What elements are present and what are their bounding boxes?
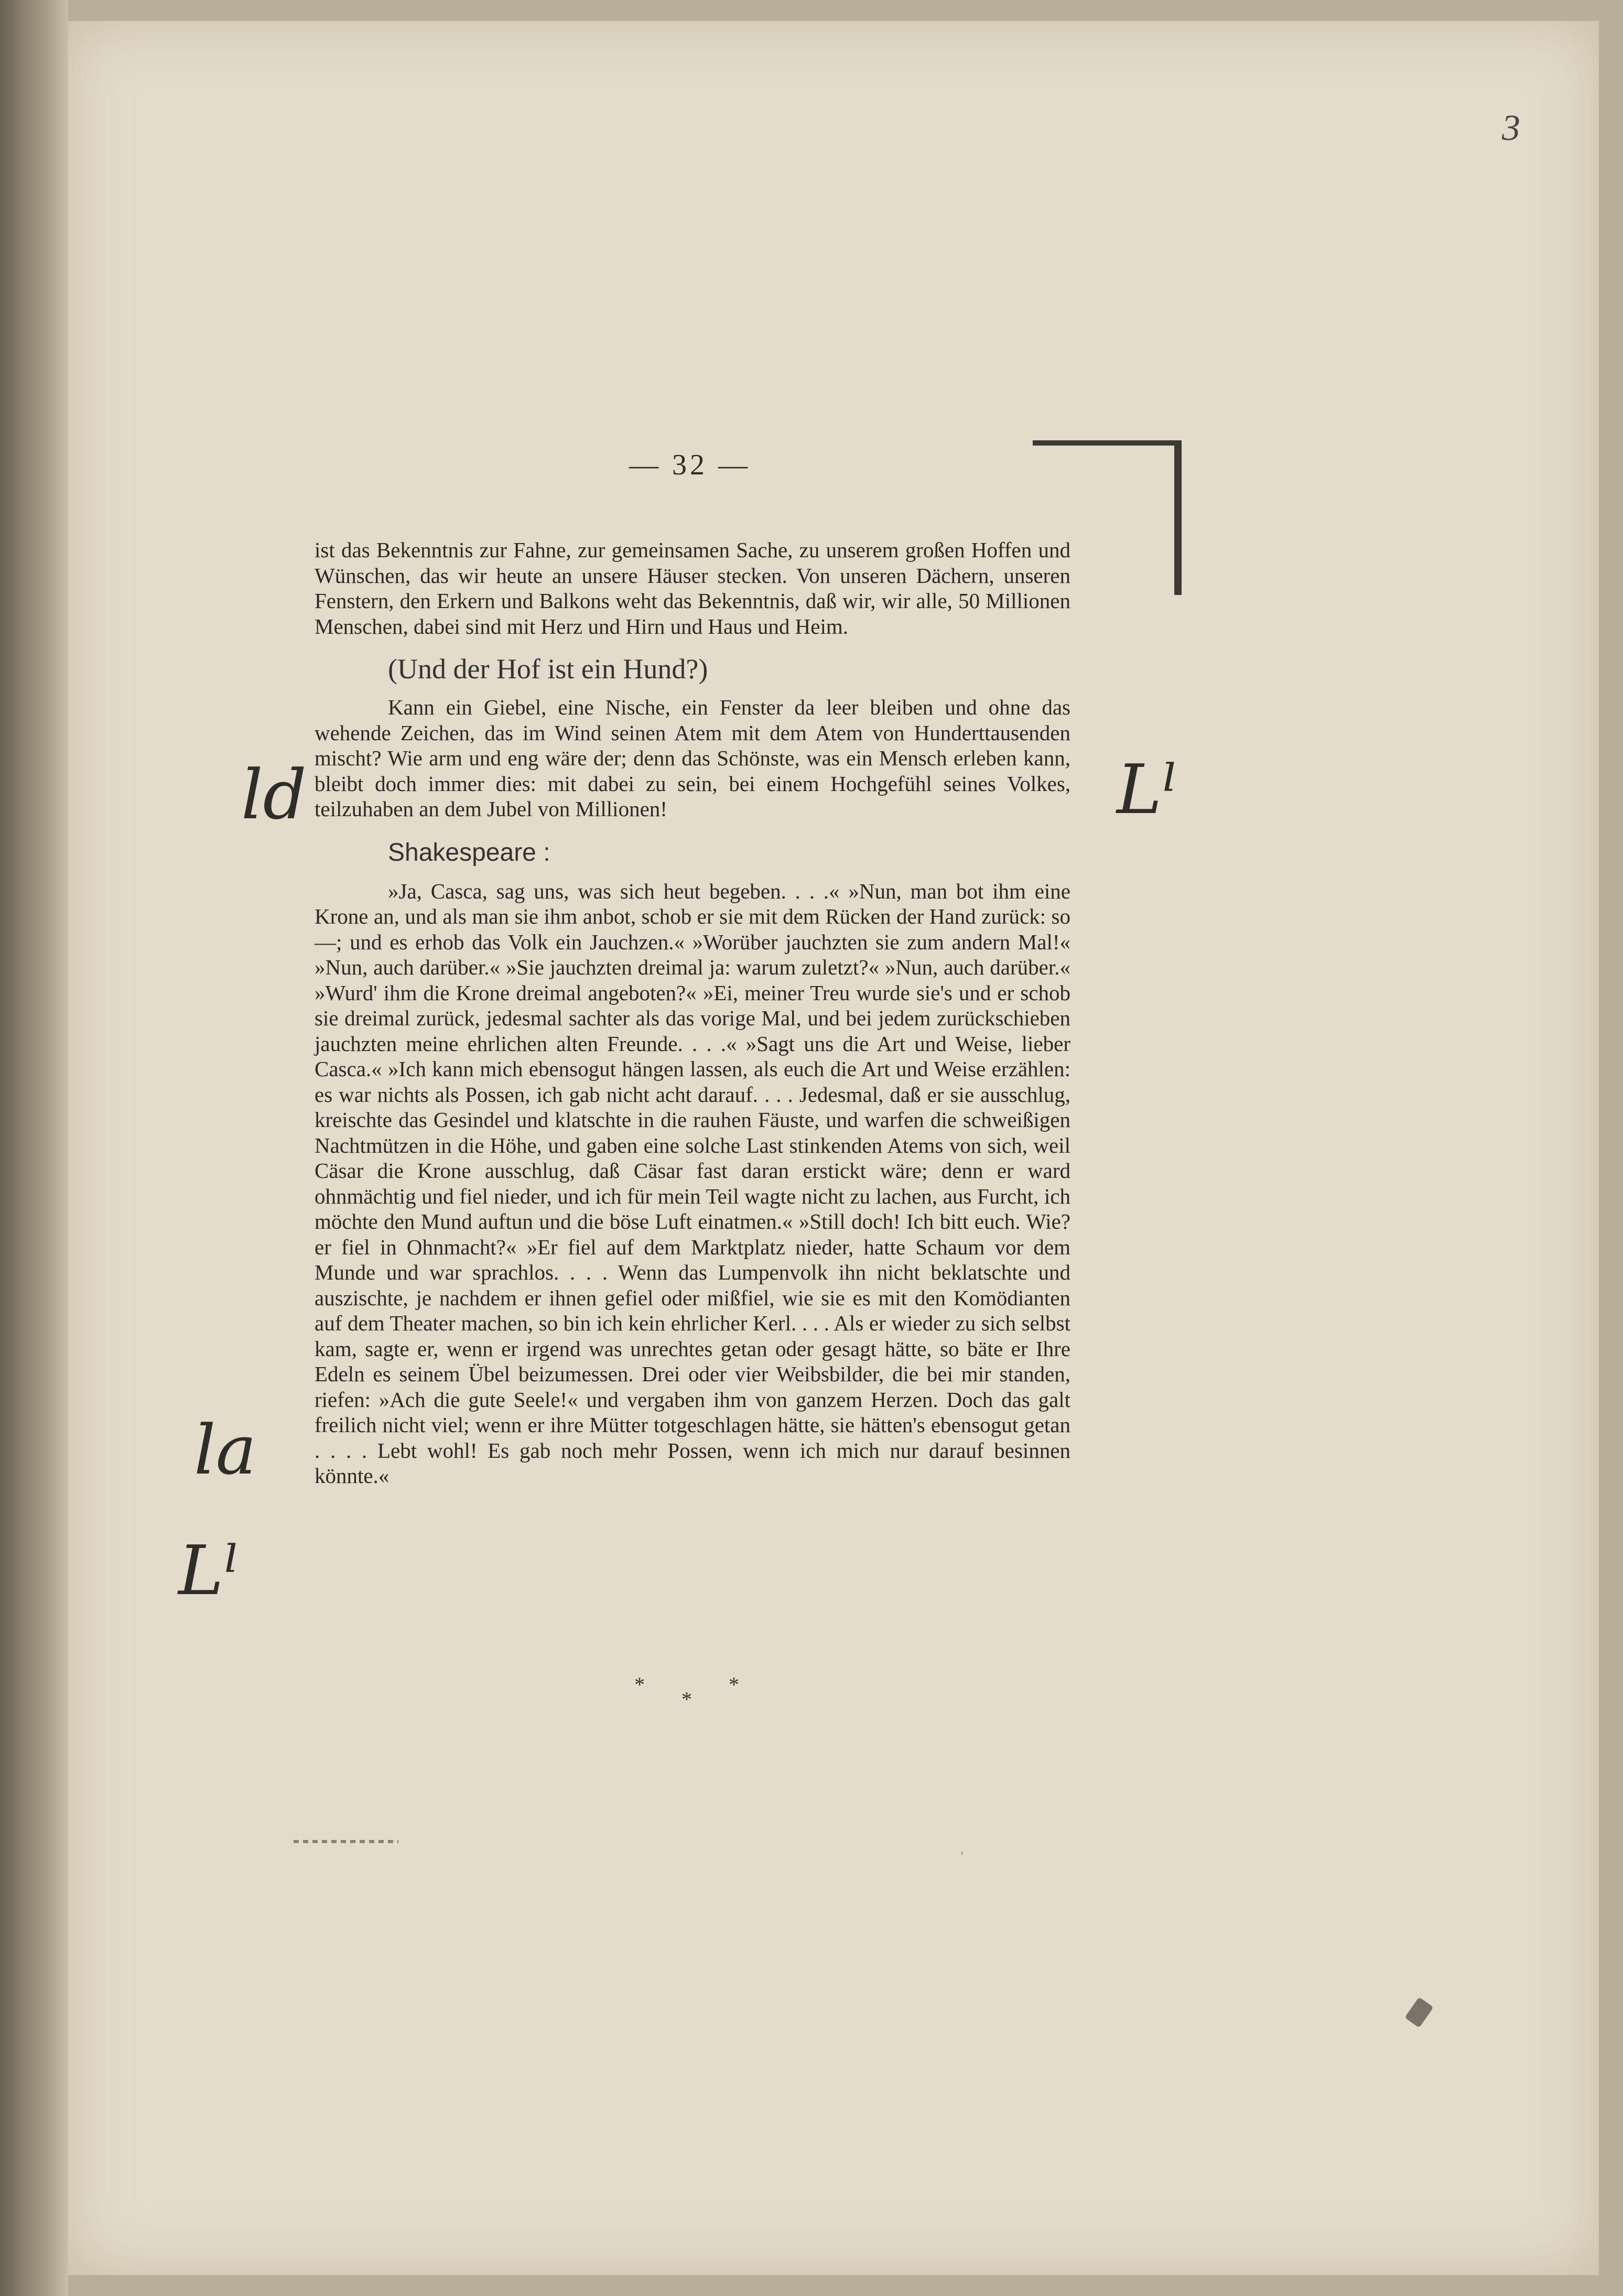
paragraph-2: Kann ein Giebel, eine Nische, ein Fenster da leer bleiben und ohne das wehende Zeichen, das im Wind seinen Atem mit dem Atem von Hunderttausenden mischt? Wie arm und eng wäre der; denn das Schönste, was ein Mensch erleben kann, bleibt doch immer dies: mit dabei zu sein, bei einem Hochgefühl seines Volkes, teilzuhaben an dem Jubel von Millionen! [315, 695, 1070, 821]
paragraph-3: »Ja, Casca, sag uns, was sich heut begeben. . . .« »Nun, man bot ihm eine Krone an, und als man sie ihm anbot, schob er sie mit dem Rücken der Hand zurück: so —; und es erhob das Volk ein Jauchzen.« »Worüber jauchzten sie zum andern Mal!« »Nun, auch darüber.« »Sie jauchzten dreimal ja: warum zuletzt?« »Nun, auch darüber.« »Wurd' ihm die Krone dreimal angeboten?« »Ei, meiner Treu wurde sie's und er schob sie dreimal zurück, jedesmal sachter als das vorige Mal, und bei jedem zurückschieben jauchzten meine ehrlichen alten Freunde. . . .« »Sagt uns die Art und Weise, lieber Casca.« »Ich kann mich ebensogut hängen lassen, als euch die Art und Weise erzählen: es war nichts als Possen, ich gab nicht acht darauf. . . . Jedesmal, daß er sie ausschlug, kreischte das Gesindel und klatschte in die rauhen Fäuste, und warfen die schweißigen Nachtmützen in die Höhe, und gaben eine solche Last stinkenden Atems von sich, weil Cäsar die Krone ausschlug, daß Cäsar fast daran erstickt wäre; denn er ward ohnmächtig und fiel nieder, und ich für mein Teil wagte nicht zu lachen, aus Furcht, ich möchte den Mund auftun und die böse Luft einatmen.« »Still doch! Ich bitt euch. Wie? er fiel in Ohnmacht?« »Er fiel auf dem Marktplatz nieder, hatte Schaum vor dem Munde und war sprachlos. . . . Wenn das Lumpenvolk ihn nicht beklatschte und auszischte, je nachdem er ihnen gefiel oder mißfiel, wie sie es mit den Komödianten auf dem Theater machen, so bin ich kein ehrlicher Kerl. . . . Als er wieder zu sich selbst kam, sagte er, wenn er irgend was unrechtes getan oder gesagt hätte, so bäte er Ihre Edeln es seinem Übel beizumessen. Drei oder vier Weibsbilder, die bei mir standen, riefen: »Ach die gute Seele!« und vergaben ihm von ganzem Herzen. Doch das galt freilich nicht viel; wenn er ihre Mütter totgeschlagen hätte, sie hätten's ebensogut getan . . . . Lebt wohl! Es gab noch mehr Possen, wenn ich mich nur darauf besinnen könnte.« [315, 879, 1070, 1488]
margin-annotation-l-right: Lˡ [1117, 750, 1178, 829]
margin-annotation-l-left: Lˡ [178, 1531, 240, 1610]
body-text [315, 537, 1070, 1489]
paragraph-1: ist das Bekenntnis zur Fahne, zur gemeinsamen Sache, zu unserem großen Hoffen und Wünschen, das wir heute an unsere Häuser stecken. Von unseren Dächern, unseren Fenstern, den Erkern und Balkons weht das Bekenntnis, daß wir, wir alle, 50 Millionen Menschen, dabei sind mit Herz und Hirn und Haus und Heim. [315, 538, 1070, 638]
ornament-star: * [729, 1673, 739, 1696]
book-binding [0, 0, 68, 2296]
margin-annotation-ld: ld [241, 755, 307, 835]
margin-annotation-la: la [194, 1410, 257, 1490]
footer-tick-mark: ˌ [959, 1837, 965, 1855]
page-number: — 32 — [629, 449, 751, 481]
ornament-star: * [634, 1673, 645, 1696]
ornament-star: * [681, 1687, 692, 1711]
section-heading-shakespeare: Shakespeare : [388, 838, 550, 867]
footer-dash-mark [294, 1840, 398, 1843]
section-heading-hof: (Und der Hof ist ein Hund?) [388, 653, 708, 685]
corner-page-number: 3 [1502, 108, 1520, 148]
section-ornament [624, 1672, 755, 1711]
